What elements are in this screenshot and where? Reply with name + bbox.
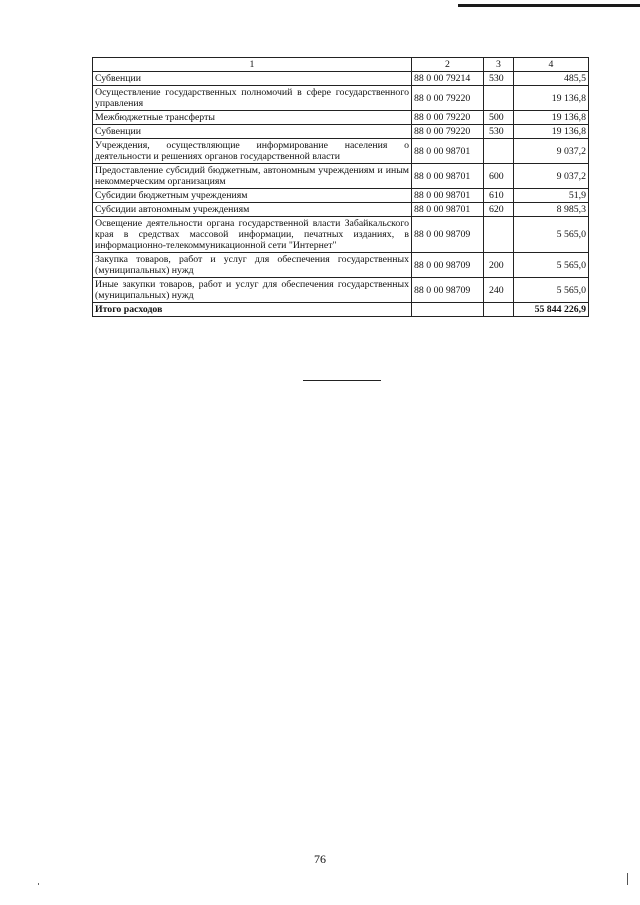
row-name-cell: Освещение деятельности органа государственной власти Забайкальского края в средствах массовой информации, печатных изданиях, в информационно-телекоммуникационной сети "Интернет" (93, 217, 412, 253)
row-name-cell: Субсидии автономным учреждениям (93, 203, 412, 217)
row-name-cell: Учреждения, осуществляющие информирование населения о деятельности и решениях органов государственной власти (93, 139, 412, 164)
column-number-cell: 3 (484, 58, 514, 72)
scan-mark (38, 883, 39, 885)
row-expense-type-cell (484, 217, 514, 253)
row-expense-type-cell: 200 (484, 253, 514, 278)
row-code-cell: 88 0 00 98709 (412, 278, 484, 303)
row-code-cell: 88 0 00 79220 (412, 125, 484, 139)
table-row (93, 217, 589, 253)
row-expense-type-cell: 600 (484, 164, 514, 189)
row-expense-type-cell: 530 (484, 72, 514, 86)
expenditure-table-body (93, 58, 589, 317)
column-number-cell: 2 (412, 58, 484, 72)
row-code-cell: 88 0 00 98701 (412, 203, 484, 217)
row-amount-cell: 5 565,0 (514, 217, 589, 253)
row-code-cell: 88 0 00 79220 (412, 86, 484, 111)
total-row (93, 303, 589, 317)
row-name-cell: Межбюджетные трансферты (93, 111, 412, 125)
table-row (93, 189, 589, 203)
column-number-cell: 1 (93, 58, 412, 72)
row-code-cell: 88 0 00 98701 (412, 139, 484, 164)
row-expense-type-cell: 500 (484, 111, 514, 125)
total-empty-cell (412, 303, 484, 317)
row-code-cell: 88 0 00 79220 (412, 111, 484, 125)
row-code-cell: 88 0 00 98709 (412, 253, 484, 278)
page-number: 76 (314, 852, 326, 866)
row-name-cell: Субвенции (93, 125, 412, 139)
table-row (93, 111, 589, 125)
row-name-cell: Осуществление государственных полномочий в сфере государственного управления (93, 86, 412, 111)
row-name-cell: Предоставление субсидий бюджетным, автономным учреждениям и иным некоммерческим организациям (93, 164, 412, 189)
total-label-cell: Итого расходов (93, 303, 412, 317)
row-code-cell: 88 0 00 98701 (412, 189, 484, 203)
row-name-cell: Закупка товаров, работ и услуг для обеспечения государственных (муниципальных) нужд (93, 253, 412, 278)
row-amount-cell: 19 136,8 (514, 111, 589, 125)
row-amount-cell: 9 037,2 (514, 164, 589, 189)
row-amount-cell: 5 565,0 (514, 253, 589, 278)
table-row (93, 253, 589, 278)
row-amount-cell: 19 136,8 (514, 125, 589, 139)
column-number-cell: 4 (514, 58, 589, 72)
table-row (93, 72, 589, 86)
row-amount-cell: 8 985,3 (514, 203, 589, 217)
total-empty-cell (484, 303, 514, 317)
row-name-cell: Иные закупки товаров, работ и услуг для обеспечения государственных (муниципальных) нужд (93, 278, 412, 303)
row-expense-type-cell (484, 139, 514, 164)
row-amount-cell: 19 136,8 (514, 86, 589, 111)
total-amount-cell: 55 844 226,9 (514, 303, 589, 317)
table-row (93, 86, 589, 111)
row-expense-type-cell: 530 (484, 125, 514, 139)
row-expense-type-cell (484, 86, 514, 111)
row-expense-type-cell: 620 (484, 203, 514, 217)
row-name-cell: Субвенции (93, 72, 412, 86)
column-number-row (93, 58, 589, 72)
scan-mark (627, 873, 628, 885)
row-expense-type-cell: 610 (484, 189, 514, 203)
table-row (93, 139, 589, 164)
row-code-cell: 88 0 00 98701 (412, 164, 484, 189)
end-divider (303, 380, 381, 381)
table-row (93, 278, 589, 303)
top-rule (458, 4, 640, 7)
row-amount-cell: 5 565,0 (514, 278, 589, 303)
row-amount-cell: 9 037,2 (514, 139, 589, 164)
table-row (93, 125, 589, 139)
row-code-cell: 88 0 00 79214 (412, 72, 484, 86)
table-row (93, 164, 589, 189)
expenditure-table (92, 57, 589, 317)
row-amount-cell: 51,9 (514, 189, 589, 203)
row-code-cell: 88 0 00 98709 (412, 217, 484, 253)
row-amount-cell: 485,5 (514, 72, 589, 86)
table-row (93, 203, 589, 217)
row-name-cell: Субсидии бюджетным учреждениям (93, 189, 412, 203)
row-expense-type-cell: 240 (484, 278, 514, 303)
